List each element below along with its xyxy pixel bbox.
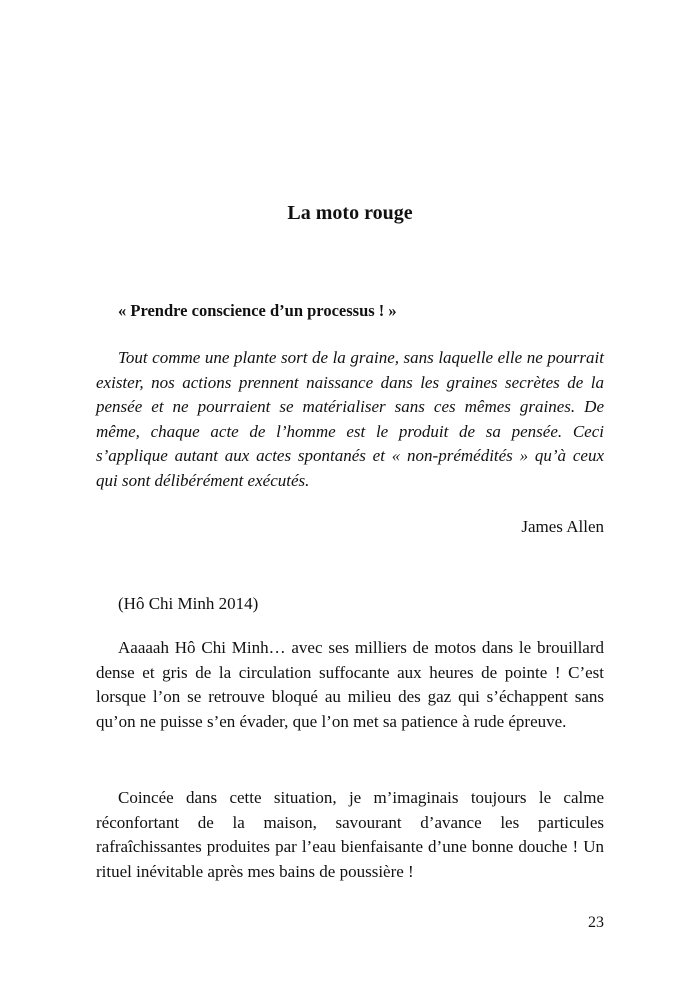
chapter-subtitle: « Prendre conscience d’un processus ! » [118, 301, 397, 320]
body-paragraph: Aaaaah Hô Chi Minh… avec ses milliers de motos dans le brouillard dense et gris de la circulation suffocante aux heures de pointe ! C’est lorsque l’on se retrouve bloqué au milieu des gaz qui s’échappent sans qu’on ne puisse s’en évader, que l’on met sa patience à rude épreuve. [96, 638, 604, 731]
epigraph-quote: Tout comme une plante sort de la graine, sans laquelle elle ne pourrait exister, nos actions prennent naissance dans les graines secrètes de la pensée et ne pourraient se matérialiser sans ces mêmes graines. De même, chaque acte de l’homme est le produit de sa pensée. Ceci s’applique autant aux actes spontanés et « non-prémédités » qu’à ceux qui sont délibérément exécutés. [96, 348, 604, 490]
place-date: (Hô Chi Minh 2014) [118, 594, 259, 613]
body-paragraph: Coincée dans cette situation, je m’imaginais toujours le calme réconfortant de la maison, savourant d’avance les particules rafraîchissantes produites par l’eau bienfaisante d’une bonne douche ! Un rituel inévitable après mes bains de poussière ! [96, 788, 604, 881]
chapter-title: La moto rouge [287, 202, 413, 224]
epigraph-author: James Allen [521, 517, 604, 536]
page-number: 23 [588, 914, 604, 931]
book-page [96, 0, 604, 992]
